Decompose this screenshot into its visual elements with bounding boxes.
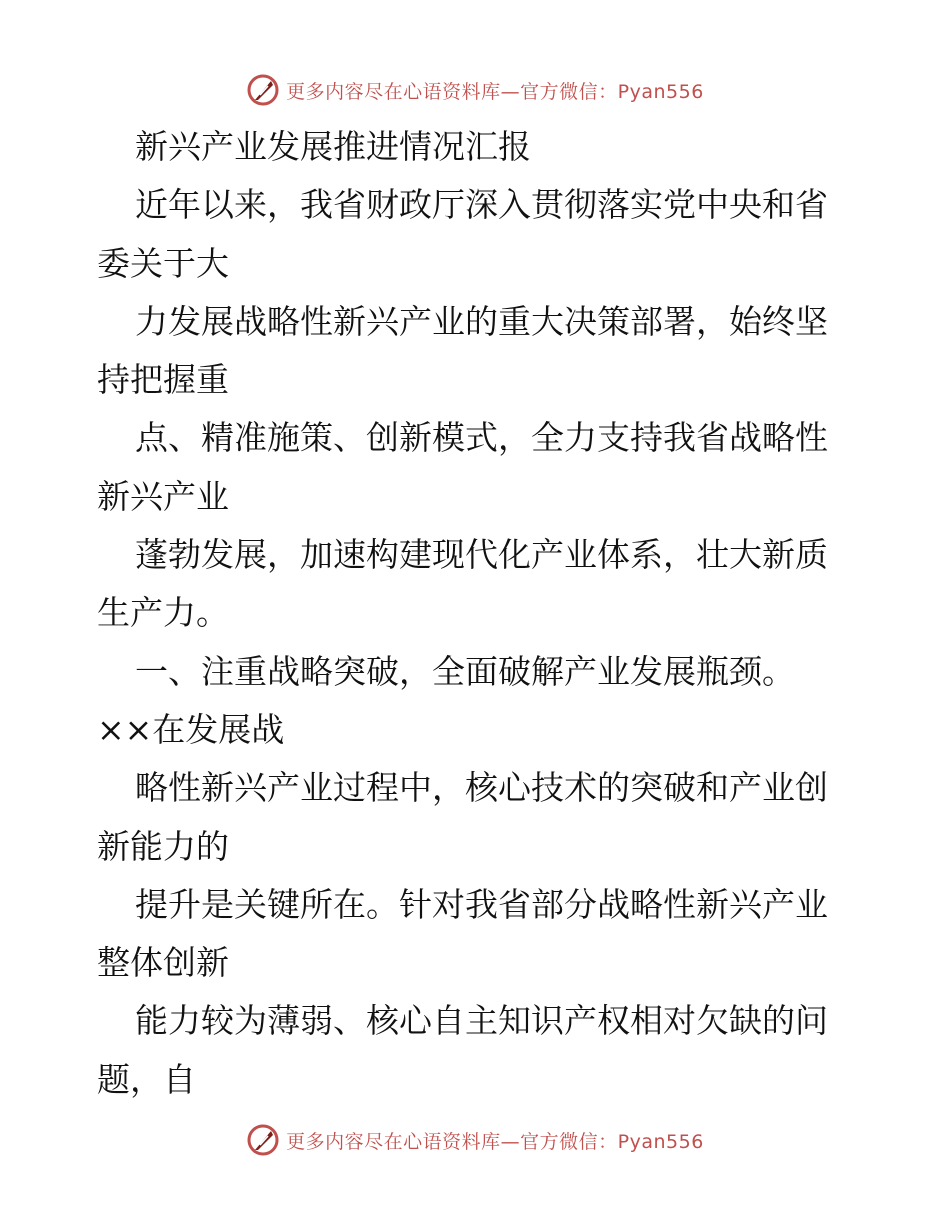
paragraph-line: 近年以来，我省财政厅深入贯彻落实党中央和省	[135, 185, 828, 225]
paragraph-line: 整体创新	[97, 943, 229, 983]
paragraph-line: 新能力的	[97, 826, 229, 866]
document-title: 新兴产业发展推进情况汇报	[135, 127, 531, 166]
paragraph-line: 能力较为薄弱、核心自主知识产权相对欠缺的问	[135, 1001, 828, 1041]
paragraph-line: 蓬勃发展，加速构建现代化产业体系，壮大新质	[135, 535, 828, 575]
header-watermark-text: 更多内容尽在心语资料库—官方微信：Pyan556	[286, 80, 704, 103]
footer-watermark	[0, 1120, 950, 1160]
section-heading: 一、注重战略突破，全面破解产业发展瓶颈。	[135, 651, 795, 691]
paragraph-line: 题，自	[97, 1059, 196, 1099]
feather-pen-circle-icon	[246, 1123, 280, 1157]
paragraph-line: 力发展战略性新兴产业的重大决策部署，始终坚	[135, 301, 828, 341]
paragraph-line: 略性新兴产业过程中，核心技术的突破和产业创	[135, 768, 828, 808]
paragraph-line: ××在发展战	[97, 709, 285, 749]
paragraph-line: 委关于大	[97, 243, 229, 283]
feather-pen-circle-icon	[246, 73, 280, 107]
paragraph-line: 提升是关键所在。针对我省部分战略性新兴产业	[135, 884, 828, 924]
paragraph-line: 持把握重	[97, 360, 229, 400]
paragraph-line: 生产力。	[97, 593, 229, 633]
footer-watermark-text: 更多内容尽在心语资料库—官方微信：Pyan556	[286, 1130, 704, 1153]
paragraph-line: 新兴产业	[97, 476, 229, 516]
document-body	[97, 118, 857, 1109]
header-watermark	[0, 70, 950, 110]
paragraph-line: 点、精准施策、创新模式，全力支持我省战略性	[135, 418, 828, 458]
